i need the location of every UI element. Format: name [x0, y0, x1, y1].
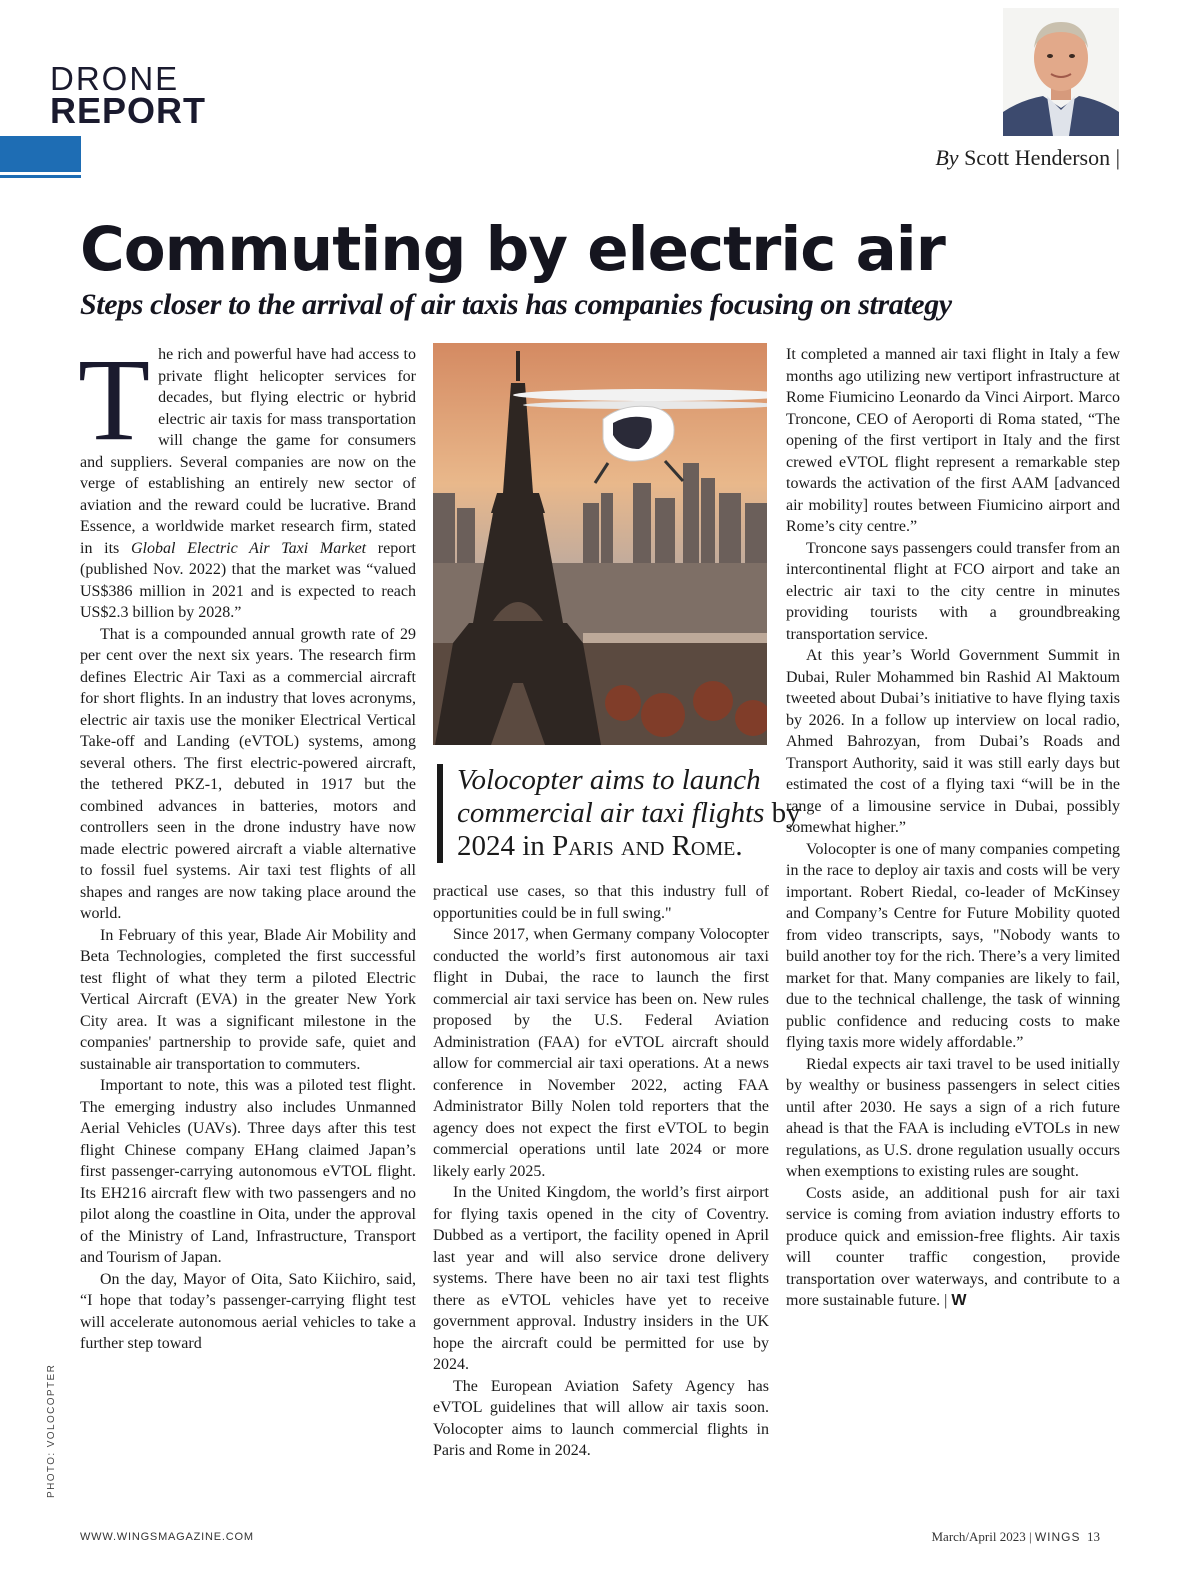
pull-quote-italic: Volocopter aims to launch commercial air taxi flights	[457, 764, 765, 829]
page-number: 13	[1087, 1529, 1100, 1544]
section-label-bottom: REPORT	[50, 90, 207, 131]
footer-folio	[931, 1529, 1100, 1545]
report-title: Global Electric Air Taxi Market	[130, 539, 367, 557]
end-mark: W	[951, 1292, 967, 1309]
footer-issue: March/April 2023	[931, 1529, 1026, 1544]
paragraph: The European Aviation Safety Agency has eVTOL guidelines that will allow air taxis soon. Volocopter aims to launch commercial flights in Paris and Rome in 2024.	[433, 1377, 769, 1459]
column-1	[78, 334, 416, 1355]
paragraph: Volocopter is one of many companies competing in the race to deploy air taxis and costs will be very important. Robert Riedal, co-leader of McKinsey and Company’s Centre for Future Mobility quoted from video transcripts, says, "Nobody wants to build another toy for the rich. There’s a very limited market for that. Many companies are likely to fail, due to the technical challenge, the task of winning public confidence and reducing costs to make flying taxis more widely affordable.”	[786, 840, 1120, 1051]
paragraph: Riedal expects air taxi travel to be used initially by wealthy or business passengers in select cities until after 2030. He says a sign of a rich future ahead is that the FAA is including eVTOLs in new regulations, as U.S. drone regulation usually occurs when exemptions to existing rules are sought.	[786, 1055, 1120, 1180]
footer-website[interactable]: WWW.WINGSMAGAZINE.COM	[80, 1531, 254, 1543]
hero-image	[433, 343, 767, 745]
paragraph: Since 2017, when Germany company Volocopter conducted the world’s first autonomous air taxi flight in Dubai, the race to launch the first commercial air taxi service has been on. New rules proposed by the U.S. Federal Aviation Administration (FAA) for eVTOL aircraft should allow for commercial air taxi operations. At a news conference in November 2022, acting FAA Administrator Billy Nolen told reporters that the agency does not expect the first eVTOL to begin commercial operations until late 2024 or more likely early 2025.	[433, 926, 769, 1180]
byline	[935, 145, 1120, 171]
author-portrait-image	[1003, 8, 1119, 136]
paragraph: Troncone says passengers could transfer from an intercontinental flight at FCO airport and take an electric air taxi to the city centre in minutes providing tourists with a groundbreaking transportation service.	[786, 539, 1120, 643]
paragraph: On the day, Mayor of Oita, Sato Kiichiro, said, “I hope that today’s passenger-carrying flight test will accelerate autonomous aerial vehicles to take a further step toward	[80, 1270, 416, 1352]
drop-cap: T	[78, 334, 151, 465]
pull-quote-cities: Paris and Rome.	[552, 830, 743, 862]
paragraph: In February of this year, Blade Air Mobility and Beta Technologies, completed the first successful test flight of what they term a piloted Electric Vertical Aircraft (EVA) in the greater New York City area. It was a significant milestone in the companies' partnership to provide safe, quiet and sustainable air transportation to commuters.	[80, 926, 416, 1073]
pull-quote	[437, 764, 817, 863]
paragraph: At this year’s World Government Summit in Dubai, Ruler Mohammed bin Rashid Al Maktoum tweeted about Dubai’s initiative to have flying taxis by 2026. In a follow up interview on local radio, Ahmed Bahrozyan, from Dubai’s Roads and Transport Authority, said it was still early days but estimated the cost of a flying taxi “will be in the range of a limousine service in Dubai, possibly somewhat higher.”	[786, 647, 1120, 836]
paragraph: In the United Kingdom, the world’s first airport for flying taxis opened in the city of Coventry. Dubbed as a vertiport, the facility opened in April last year and will also service drone delivery systems. There have been no air taxi test flights there as eVTOL vehicles have yet to receive government approval. Industry insiders in the UK hope the aircraft could be permitted for use by 2024.	[433, 1184, 769, 1373]
footer-sep: |	[1028, 1529, 1032, 1544]
byline-prefix: By	[935, 145, 959, 170]
byline-author: Scott Henderson	[964, 145, 1111, 170]
section-label-top: DRONE	[50, 60, 180, 97]
accent-rule	[0, 175, 81, 178]
pull-quote-plain: by 2024 in	[457, 797, 801, 862]
byline-bar: |	[1115, 145, 1120, 170]
paragraph: practical use cases, so that this industry full of opportunities could be in full swing."	[433, 883, 769, 922]
paragraph: That is a compounded annual growth rate of 29 per cent over the next six years. The research firm defines Electric Air Taxi as a commercial aircraft for short flights. In an industry that loves acronyms, electric air taxis use the moniker Electrical Vertical Take-off and Landing (eVTOL) systems, among several others. The first electric-powered aircraft, the tethered PKZ-1, debuted in 1917 but the combined advances in batteries, motors and controllers seen in the drone industry have now made electric powered aircraft a viable alternative to fossil fuel systems. Air taxi test flights of all shapes and ranges are now taking place around the world.	[80, 625, 416, 922]
headline: Commuting by electric air	[80, 214, 945, 285]
section-label	[50, 62, 206, 129]
column-2	[433, 881, 769, 1462]
deck: Steps closer to the arrival of air taxis has companies focusing on strategy	[80, 288, 952, 321]
paragraph: Costs aside, an additional push for air taxi service is coming from aviation industry efforts to produce quick and emission-free flights. Air taxis will counter traffic congestion, provide transportation over waterways, and contribute to a more sustainable future. | W	[786, 1184, 1120, 1309]
paragraph: Important to note, this was a piloted test flight. The emerging industry also includes Unmanned Aerial Vehicles (UAVs). Three days after this test flight Chinese company EHang claimed Japan’s first passenger-carrying autonomous eVTOL flight. Its EH216 aircraft flew with two passengers and no pilot along the coastline in Oita, under the approval of the Ministry of Land, Infrastructure, Transport and Tourism of Japan.	[80, 1077, 416, 1266]
eiffel-tower-air-taxi-image	[433, 343, 767, 745]
column-3	[786, 344, 1120, 1312]
paragraph: The rich and powerful have had access to private flight helicopter services for decades, but flying electric or hybrid electric air taxis for mass transportation will change the game for consumers and suppliers. Several companies are now on the verge of establishing an entirely new sector of aviation and the reward could be lucrative. Brand Essence, a worldwide market research firm, stated in its Global Electric Air Taxi Market report (published Nov. 2022) that the market was “valued US$386 million in 2021 and is expected to reach US$2.3 billion by 2028.”	[78, 334, 416, 621]
footer-magazine: WINGS	[1034, 1530, 1081, 1544]
paragraph: It completed a manned air taxi flight in Italy a few months ago utilizing new vertiport infrastructure at Rome Fiumicino Leonardo da Vinci Airport. Marco Troncone, CEO of Aeroporti di Roma stated, “The opening of the first vertiport in Italy and the first crewed eVTOL flight represent a remarkable step towards the activation of the first AAM [advanced air mobility] routes between Fiumicino airport and Rome’s city centre.”	[786, 346, 1120, 535]
author-photo	[1003, 8, 1119, 136]
accent-block	[0, 136, 81, 172]
photo-credit: PHOTO: VOLOCOPTER	[46, 1363, 57, 1498]
